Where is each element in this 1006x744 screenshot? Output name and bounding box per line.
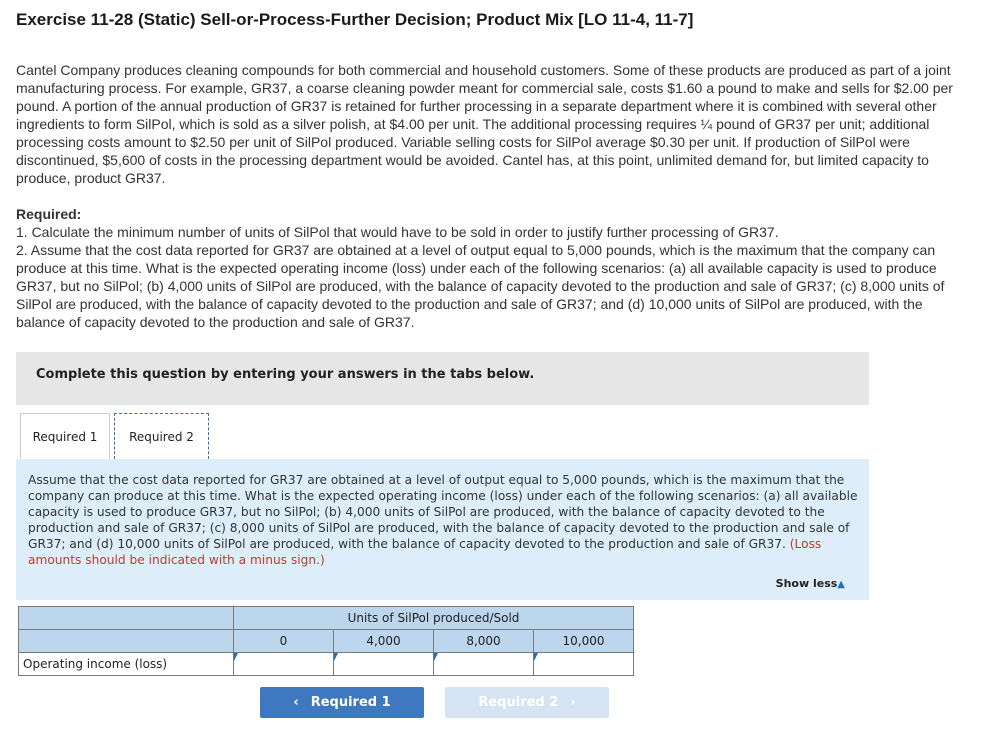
row-label: Operating income (loss): [19, 653, 234, 676]
answer-cell: [234, 653, 334, 676]
show-less-label: Show less: [775, 577, 838, 590]
required-item-1: 1. Calculate the minimum number of units of SilPol that would have to be sold in order to justify further processing of GR37.: [16, 224, 779, 240]
answer-cell: [334, 653, 434, 676]
required-heading: Required:: [16, 206, 82, 222]
column-header-label: 10,000: [562, 634, 605, 648]
column-header-label: 4,000: [366, 634, 401, 648]
header-group: [234, 607, 634, 630]
loss-note: (Loss amounts should be indicated with a minus sign.): [28, 537, 822, 567]
operating-income-input-4000[interactable]: [334, 653, 433, 675]
column-header-label: 0: [279, 634, 288, 648]
panel-question: Assume that the cost data reported for GR37 are obtained at a level of output equal to 5,000 pounds, which is the maximum that the company can produce at this time. What is the expected operating income (loss) under each of the following scenarios: (a) all available capacity is used to produce GR37, but no SilPol; (b) 4,000 units of SilPol are produced, with the balance of capacity devoted to the production and sale of GR37; (c) 8,000 units of SilPol are produced, with the balance of capacity devoted to the production and sale of GR37; and (d) 10,000 units of SilPol are produced, with the balance of capacity devoted to the production and sale of GR37.: [28, 473, 858, 551]
next-required-2-button: [445, 687, 609, 718]
operating-income-input-0[interactable]: [234, 653, 333, 675]
show-less-link[interactable]: [776, 577, 845, 590]
question-panel: [16, 459, 869, 600]
input-marker-icon: [334, 653, 338, 661]
tab-label: Required 2: [129, 429, 194, 444]
triangle-up-icon: ▲: [837, 579, 845, 590]
header-blank: [19, 630, 234, 653]
intro-paragraph: Cantel Company produces cleaning compounds for both commercial and household customers. Some of these products are produced as part of a joint manufacturing process. For example, GR37, a coarse cleaning powder meant for commercial sale, costs $1.60 a pound to make and sells for $2.00 per pound. A portion of the annual production of GR37 is retained for further processing in a separate department where it is combined with several other ingredients to form SilPol, which is sold as a silver polish, at $4.00 per unit. The additional processing requires ¼ pound of GR37 per unit; additional processing costs amount to $2.50 per unit of SilPol produced. Variable selling costs for SilPol average $0.30 per unit. If production of SilPol were discontinued, $5,600 of costs in the processing department would be avoided. Cantel has, at this point, unlimited demand for, but limited capacity to produce, product GR37.: [16, 62, 953, 186]
column-header: [334, 630, 434, 653]
answer-cell: [434, 653, 534, 676]
answer-cell: [534, 653, 634, 676]
group-header-label: Units of SilPol produced/Sold: [347, 611, 520, 625]
table-header-row-1: [19, 607, 634, 630]
operating-income-input-10000[interactable]: [534, 653, 633, 675]
column-header: [434, 630, 534, 653]
input-marker-icon: [534, 653, 538, 661]
tab-required-1[interactable]: [20, 413, 110, 459]
table-header-row-2: [19, 630, 634, 653]
tab-label: Required 1: [32, 429, 98, 444]
tab-required-2[interactable]: [114, 413, 209, 459]
table-row: [19, 653, 634, 676]
input-marker-icon: [234, 653, 238, 661]
column-header: [534, 630, 634, 653]
required-item-2: 2. Assume that the cost data reported for GR37 are obtained at a level of output equal to 5,000 pounds, which is the maximum that the company can produce at this time. What is the expected operating income (loss) under each of the following scenarios: (a) all available capacity is used to produce GR37, but no SilPol; (b) 4,000 units of SilPol are produced, with the balance of capacity devoted to the production and sale of GR37; (c) 8,000 units of SilPol are produced, with the balance of capacity devoted to the production and sale of GR37; and (d) 10,000 units of SilPol are produced, with the balance of capacity devoted to the production and sale of GR37.: [16, 242, 945, 330]
prev-button-label: Required 1: [310, 695, 391, 710]
column-header: [234, 630, 334, 653]
next-button-label: Required 2: [478, 695, 559, 710]
input-marker-icon: [434, 653, 438, 661]
instruction-box: [16, 352, 869, 405]
page-title: Exercise 11-28 (Static) Sell-or-Process-Further Decision; Product Mix [LO 11-4, 11-7]: [16, 10, 694, 29]
operating-income-input-8000[interactable]: [434, 653, 533, 675]
instruction-text: Complete this question by entering your answers in the tabs below.: [36, 367, 535, 382]
panel-text: [28, 472, 863, 568]
answer-table: [18, 606, 634, 676]
chevron-left-icon: ‹: [293, 695, 299, 710]
chevron-right-icon: ›: [570, 695, 576, 710]
prev-required-1-button[interactable]: [260, 687, 424, 718]
header-blank: [19, 607, 234, 630]
column-header-label: 8,000: [466, 634, 501, 648]
